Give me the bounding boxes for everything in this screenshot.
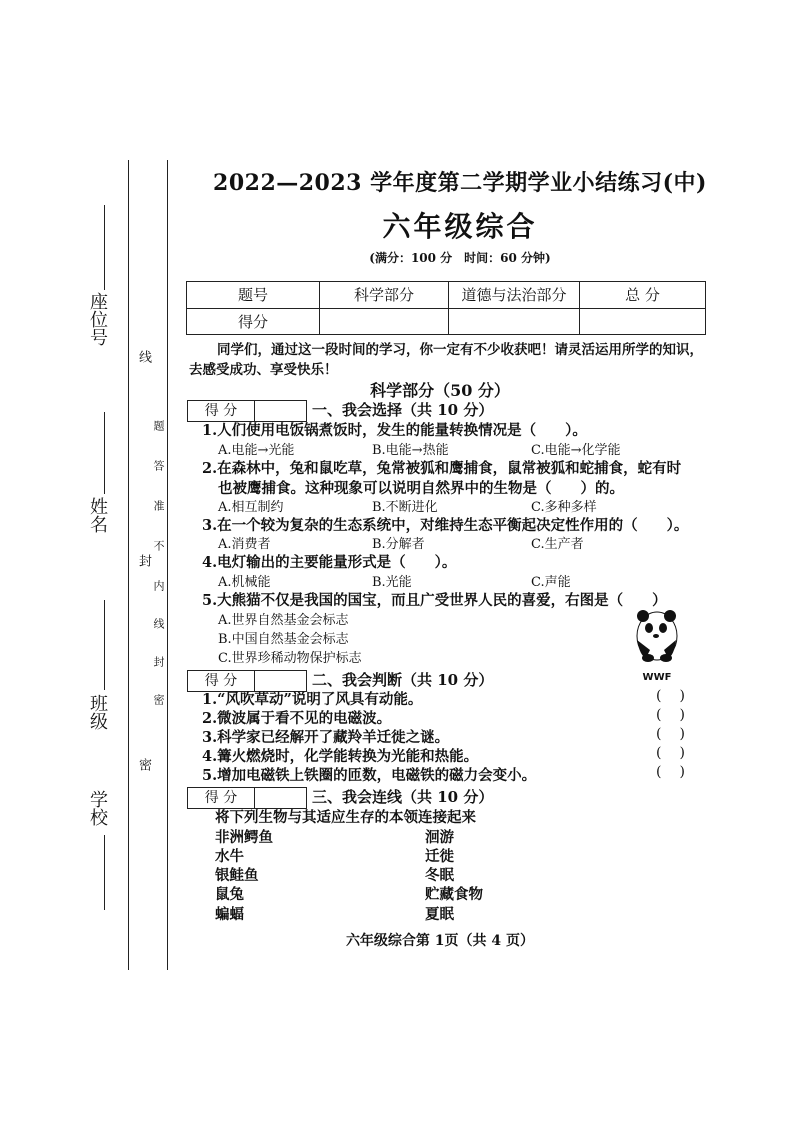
question: 2.在森林中，兔和鼠吃草，兔常被狐和鹰捕食，鼠常被狐和蛇捕食，蛇有时 (202, 460, 682, 477)
match-left-item: 非洲鳄鱼 (215, 829, 273, 846)
question: 也被鹰捕食。这种现象可以说明自然界中的生物是（ ）的。 (218, 480, 624, 497)
answer-paren: () (656, 764, 703, 780)
answer-paren: () (656, 688, 703, 704)
page-footer: 六年级综合第 1页（共 4 页） (345, 933, 535, 949)
score-table (186, 281, 706, 335)
option: A.世界自然基金会标志 (218, 613, 349, 628)
option: C.世界珍稀动物保护标志 (218, 651, 362, 666)
school-label: 学校 (87, 790, 108, 826)
match-left-item: 水牛 (215, 848, 244, 865)
score-table-header: 总 分 (580, 282, 706, 309)
seat-label: 座位号 (87, 292, 108, 346)
option: C.生产者 (531, 537, 584, 552)
exam-title: 2022—2023 学年度第二学期学业小结练习(中) (213, 170, 707, 196)
question: 4.电灯输出的主要能量形式是（ ）。 (202, 554, 457, 571)
section-title: 三、我会连线（共 10 分） (312, 788, 494, 806)
binding-line-inner (167, 160, 168, 970)
science-title: 科学部分（50 分） (370, 381, 510, 400)
class-label: 班级 (87, 694, 108, 730)
match-left-item: 鼠兔 (215, 886, 244, 903)
binding-line-outer (128, 160, 129, 970)
name-label: 姓名 (87, 497, 108, 533)
question: 1.人们使用电饭锅煮饭时，发生的能量转换情况是（ ）。 (202, 422, 587, 439)
intro-text: 同学们，通过这一段时间的学习，你一定有不少收获吧！请灵活运用所学的知识，去感受成功、享受快乐！ (189, 342, 703, 378)
judge-item: 5.增加电磁铁上铁圈的匝数，电磁铁的磁力会变小。 (202, 767, 537, 784)
option: B.中国自然基金会标志 (218, 632, 349, 647)
option: A.机械能 (218, 575, 271, 590)
score-row-label: 得分 (187, 308, 320, 335)
seal-char-line: 线 (136, 350, 151, 363)
class-blank (104, 600, 105, 690)
school-blank (104, 835, 105, 910)
section-title: 二、我会判断（共 10 分） (312, 671, 494, 689)
notice-char: 不 (152, 540, 165, 551)
score-box (187, 400, 307, 422)
notice-char: 答 (152, 460, 165, 471)
question: 5.大熊猫不仅是我国的国宝，而且广受世界人民的喜爱，右图是（ ） (202, 592, 667, 609)
name-blank (104, 412, 105, 494)
match-right-item: 洄游 (425, 829, 454, 846)
score-cell-total (580, 308, 706, 335)
instruction: 将下列生物与其适应生存的本领连接起来 (215, 809, 476, 826)
match-right-item: 夏眠 (425, 906, 454, 923)
option: A.相互制约 (218, 500, 284, 515)
exam-subtitle: 六年级综合 (382, 210, 538, 243)
notice-char: 封 (152, 656, 165, 667)
option: B.分解者 (372, 537, 425, 552)
score-cell-science (320, 308, 449, 335)
score-cell-ethics (449, 308, 580, 335)
wwf-logo-text: WWF (642, 672, 672, 683)
option: B.光能 (372, 575, 412, 590)
option: B.不断进化 (372, 500, 438, 515)
judge-item: 3.科学家已经解开了藏羚羊迁徙之谜。 (202, 729, 450, 746)
notice-char: 密 (152, 694, 165, 705)
seal-char-secret: 密 (136, 758, 151, 771)
score-box (187, 787, 307, 809)
seat-blank (104, 205, 105, 290)
match-right-item: 冬眠 (425, 867, 454, 884)
score-table-header: 科学部分 (320, 282, 449, 309)
score-box-label: 得 分 (188, 671, 255, 691)
option: C.多种多样 (531, 500, 597, 515)
question: 3.在一个较为复杂的生态系统中，对维持生态平衡起决定性作用的（ ）。 (202, 517, 689, 534)
score-box-label: 得 分 (188, 788, 255, 808)
notice-char: 内 (152, 580, 165, 591)
notice-char: 线 (152, 618, 165, 629)
option: C.声能 (531, 575, 571, 590)
answer-paren: () (656, 726, 703, 742)
option: A.消费者 (218, 537, 271, 552)
exam-info: (满分：100 分 时间：60 分钟) (369, 251, 551, 265)
match-right-item: 迁徙 (425, 848, 454, 865)
score-table-header: 题号 (187, 282, 320, 309)
option: B.电能→热能 (372, 443, 449, 458)
answer-paren: () (656, 707, 703, 723)
wwf-panda-icon (632, 606, 682, 683)
match-left-item: 蝙蝠 (215, 906, 244, 923)
option: C.电能→化学能 (531, 443, 621, 458)
section-title: 一、我会选择（共 10 分） (312, 401, 494, 419)
score-box (187, 670, 307, 692)
judge-item: 1.“风吹草动”说明了风具有动能。 (202, 691, 423, 708)
match-left-item: 银鲑鱼 (215, 867, 259, 884)
option: A.电能→光能 (218, 443, 295, 458)
judge-item: 2.微波属于看不见的电磁波。 (202, 710, 392, 727)
seal-char-seal: 封 (136, 554, 151, 567)
notice-char: 题 (152, 420, 165, 431)
score-box-label: 得 分 (188, 401, 255, 421)
notice-char: 准 (152, 500, 165, 511)
answer-paren: () (656, 745, 703, 761)
match-right-item: 贮藏食物 (425, 886, 483, 903)
score-table-header: 道德与法治部分 (449, 282, 580, 309)
judge-item: 4.篝火燃烧时，化学能转换为光能和热能。 (202, 748, 479, 765)
